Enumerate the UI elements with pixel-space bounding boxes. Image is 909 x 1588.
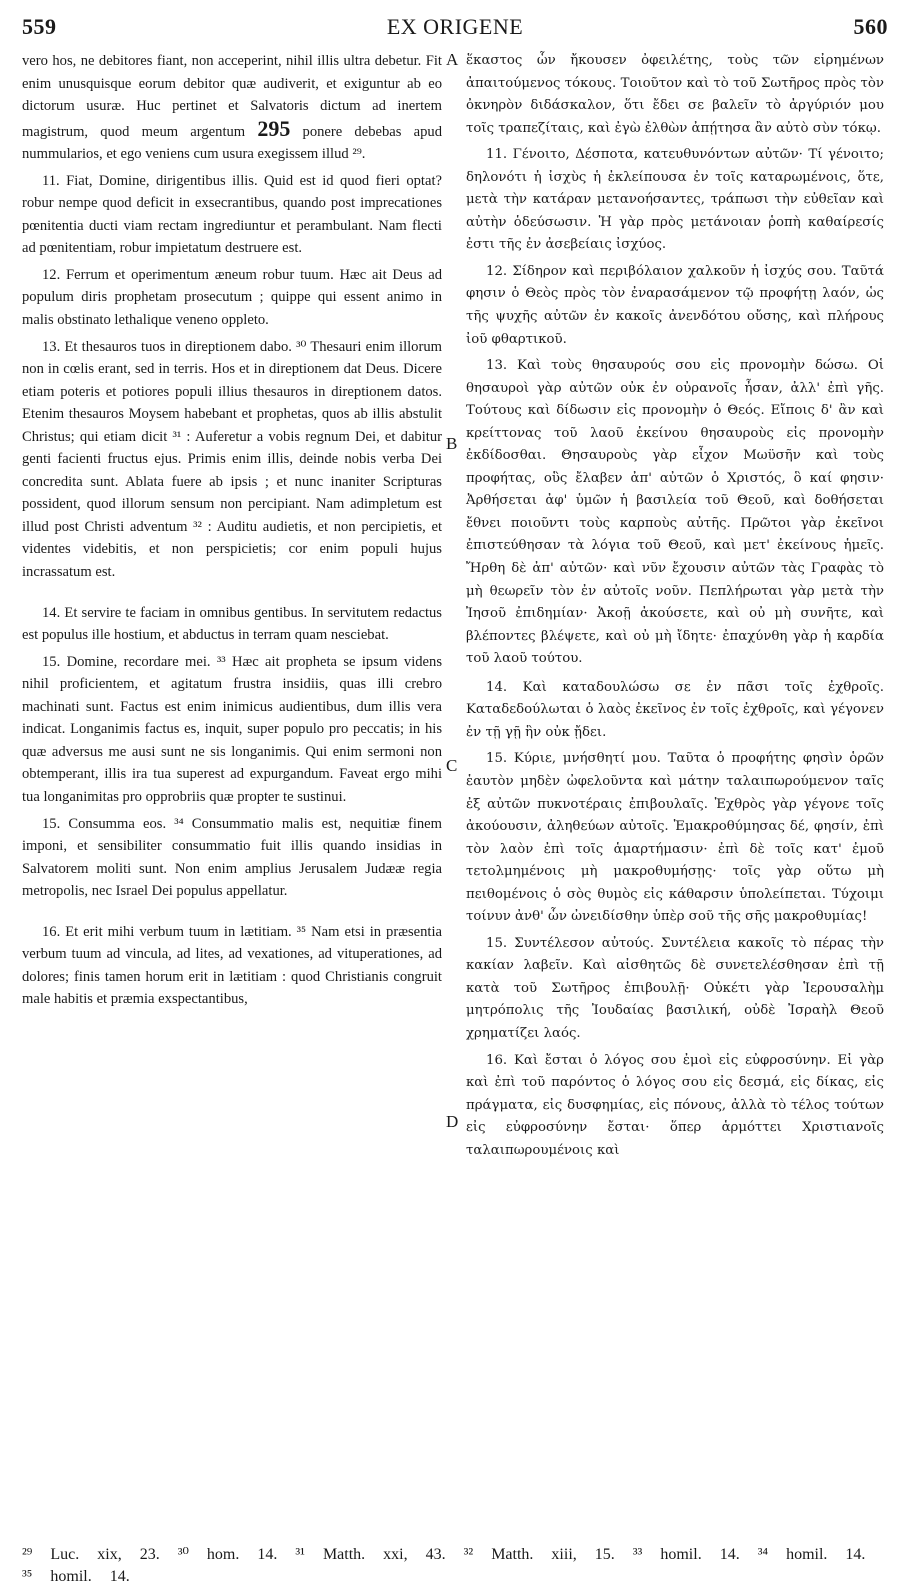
greek-paragraph-continued: ἕκαστος ὧν ἤκουσεν ὀφειλέτης, τοὺς τῶν εἰρημένων ἀπαιτούμενος τόκους. Τοιοῦτον καὶ τὸ τοῦ Σωτῆρος πρὸς τὸν ὀκνηρὸν διδάσκαλον, ὅτι ἔδει σε βαλεῖν τὸ ἀργύριόν μου τοῖς τραπεζίταις, καὶ ἐγὼ ἐλθὼν ἀπῄτησα ἂν αὐτὸ σὺν τόκῳ.	[466, 53, 884, 136]
greek-paragraph-12: 12. Σίδηρον καὶ περιβόλαιον χαλκοῦν ἡ ἰσχύς σου. Ταῦτά φησιν ὁ Θεὸς πρὸς τὸν ἐναρασάμενον τῷ προφήτῃ λαόν, ὡς τῆς ψυχῆς αὐτῶν ἐν κακοῖς ἀνενδότου οὔσης, καὶ πλήρους ἰοῦ φθαρτικοῦ.	[466, 263, 884, 347]
latin-paragraph-13: 13. Et thesauros tuos in direptionem dabo. ³⁰ Thesauri enim illorum non in cœlis erant, sed in terris. Hos et in direptionem dat Deus. Dicere etiam poteris et potiores populi illius thesauros in direptionem datos. Etenim thesauros Moysem habebant et prophetas, quos ab illis abstulit Christus; qui etiam dicit ³¹ : Auferetur a vobis regnum Dei, et dabitur genti facienti fructus ejus. Primis enim illis, deinde nobis verba Dei concredita sunt. Ablata fuere ab ipsis ; et nunc inaniter Scripturas possident, quod illorum sensum non percipiant. Nam adimpletum est illud post Christi adventum ³² : Auditu audietis, et non percipietis, et videntes videbitis, et non perspicietis; cor enim populi hujus incrassatum est.	[22, 338, 442, 581]
footnotes: ²⁹ Luc. xix, 23. ³⁰ hom. 14. ³¹ Matth. xxi, 43. ³² Matth. xiii, 15. ³³ homil. 14. ³⁴ homil. 14. ³⁵ homil. 14.	[22, 1546, 866, 1585]
greek-paragraph-15a: 15. Κύριε, μνήσθητί μου. Ταῦτα ὁ προφήτης φησὶν ὁρῶν ἑαυτὸν μηδὲν ὠφελοῦντα καὶ μάτην ταλαιπωρούμενον ταῖς ἐξ αὐτῶν πυκνοτέραις ἐπιβουλαῖς. Ἐχθρὸς γὰρ γέγονε τοῖς ἀκούουσιν, ἀληθεύων αὐτοῖς. Ἐμακροθύμησας δέ, φησίν, ἐπὶ τὸν λαὸν ἐπὶ τοῖς ἁμαρτήμασιν· ἐπὶ δὲ τοῖς κατ' ἐμοῦ τετολμημένοις μὴ μακροθυμήσῃς· τοῖς γὰρ οὕτω μὴ πειθομένοις ὁ σὸς θυμὸς εἰς κάθαρσιν ὑπολείπεται. Τύχοιμι τοίνυν ἀνθ' ὧν ὠνειδίσθην ὑπὲρ σοῦ τῆς σῆς μακροθυμίας!	[466, 751, 884, 925]
latin-paragraph-14: 14. Et servire te faciam in omnibus gentibus. In servitutem redactus est populus ille hostium, et abductus in terram quam nesciebat.	[22, 604, 442, 644]
greek-paragraph-11: 11. Γένοιτο, Δέσποτα, κατευθυνόντων αὐτῶν· Τί γένοιτο; δηλονότι ἡ ἰσχὺς ἡ ἐκλείπουσα ἐν τοῖς καταρωμένοις, ὅτε, μετὰ τὴν κατάραν μετανοήσαντες, τράπωσι τὴν εὐθεῖαν καὶ αὐτὴν ὁδεύσωσιν. Ἡ γὰρ πρὸς μετάνοιαν ῥοπὴ καθαίρεσίς ἐστι τῆς ἐν ἀσεβείαις ἰσχύος.	[466, 147, 884, 253]
greek-paragraph-13: 13. Καὶ τοὺς θησαυρούς σου εἰς προνομὴν δώσω. Οἱ θησαυροὶ γὰρ αὐτῶν οὐκ ἐν οὐρανοῖς ἦσαν, ἀλλ' ἐπὶ γῆς. Τούτους καὶ δίδωσιν εἰς προνομὴν ὁ Θεός. Εἴποις δ' ἂν καὶ κρείττονας τοῦ λαοῦ ἐκείνου θησαυροὺς εἰς προνομὴν ἐκδίδοσθαι. Θησαυροὺς γὰρ εἶχον Μωϋσῆν καὶ τοὺς προφήτας, οὓς ἔλαβεν ἀπ' αὐτῶν ὁ Χριστός, ὃ καί φησιν· Ἀρθήσεται ἀφ' ὑμῶν ἡ βασιλεία τοῦ Θεοῦ, καὶ δοθήσεται ἔθνει ποιοῦντι τοὺς καρποὺς αὐτῆς. Πρῶτοι γὰρ ἐκεῖνοι ἐπιστεύθησαν τὰ λόγια τοῦ Θεοῦ, καὶ μετ' ἐκείνους ἡμεῖς. Ἤρθη δὲ ἀπ' αὐτῶν· καὶ νῦν ἔχουσιν αὐτῶν τὰς Γραφὰς τὸ μὴ θεωρεῖν τὸν ἐν αὐτοῖς νοῦν. Πεπλήρωται γὰρ μετὰ τὴν Ἰησοῦ ἐπιδημίαν· Ἀκοῇ ἀκούσετε, καὶ οὐ μὴ συνῆτε, καὶ βλέποντες βλέψετε, καὶ οὐ μὴ ἴδητε· ἐπαχύνθη γὰρ ἡ καρδία τοῦ λαοῦ τούτου.	[466, 358, 884, 667]
greek-column	[466, 50, 884, 1166]
greek-paragraph-16: 16. Καὶ ἔσται ὁ λόγος σου ἐμοὶ εἰς εὐφροσύνην. Εἰ γὰρ καὶ ἐπὶ τοῦ παρόντος ὁ λόγος σου εἰς δεσμά, εἰς δίκας, εἰς πράγματα, εἰς δυσφημίας, εἰς πόνους, ἀλλὰ τὸ τέλος τούτων εἰς εὐφροσύνην ἔσται· ὅπερ ἁρμόττει Χριστιανοῖς ταλαιπωρουμένοις καὶ	[466, 1052, 884, 1158]
section-marker-a: A	[446, 50, 459, 69]
latin-text-tail: ponere debebas apud nummularios, et ego veniens cum usura exegissem illud ²⁹.	[22, 123, 442, 163]
page-number-left: 559	[22, 14, 57, 39]
latin-paragraph-16: 16. Et erit mihi verbum tuum in lætitiam. ³⁵ Nam etsi in præsentia verbum tuum ad vincula, ad lites, ad vexationes, ad vituperationes, ad dolores; finis tamen horum erit in lætitiam : quod Christianis congruit male habitis et præmia exspectantibus,	[22, 923, 442, 1008]
greek-paragraph-14: 14. Καὶ καταδουλώσω σε ἐν πᾶσι τοῖς ἐχθροῖς. Καταδεδούλωται ὁ λαὸς ἐκεῖνος ἐν τοῖς ἐχθροῖς, καὶ γέγονεν ἐν τῇ γῇ ἣν οὐκ ᾔδει.	[466, 679, 884, 740]
latin-paragraph-continued	[22, 50, 442, 166]
latin-paragraph-15b: 15. Consumma eos. ³⁴ Consummatio malis est, nequitiæ finem imponi, et sensibiliter consummatio fuit illis quando insidias in Salvatorem moliti sunt. Non enim amplius Jerusalem Judææ regia metropolis, nec Israel Dei populus appellatur.	[22, 815, 442, 900]
latin-text: vero hos, ne debitores fiant, non acceperint, nihil illis ultra debetur. Fit enim unusquisque eorum debitor quæ audiverit, et exiguntur ab eo dictorum usuræ. Huc pertinet et Salvatoris dictum ad inertem magistrum, quod meum argentum	[22, 53, 442, 140]
greek-paragraph-15b: 15. Συντέλεσον αὐτούς. Συντέλεια κακοῖς τὸ πέρας τὴν κακίαν λαβεῖν. Καὶ αἰσθητῶς δὲ συνετελέσθησαν ἐπὶ τῇ κατὰ τοῦ Σωτῆρος ἐπιβουλῇ· Οὐκέτι γὰρ Ἱερουσαλὴμ μητρόπολις τῆς Ἰουδαίας βασιλική, οὐδὲ Ἰσραὴλ Θεοῦ χρηματίζει λαός.	[466, 935, 884, 1041]
latin-column	[22, 50, 442, 1015]
column-number: 295	[257, 115, 291, 141]
running-title: EX ORIGENE	[386, 14, 524, 39]
latin-paragraph-11: 11. Fiat, Domine, dirigentibus illis. Quid est id quod fieri optat? robur nempe quod deficit in exsecrantibus, quando post imprecationes pœnitentia ducti viam rectam ingrediuntur et perambulant. Nam flecti ad pœnitentiam, robur impietatum destruere est.	[22, 172, 442, 257]
latin-paragraph-15a: 15. Domine, recordare mei. ³³ Hæc ait propheta se ipsum videns nihil proficientem, et agitatum frustra insidiis, quas illi crebro machinati sunt. Factus est enim inimicus audientibus, dum illis vera indicat. Longanimis factus es, inquit, super populo pro peccatis; in his quæ adversus me ausi sunt ne sis longanimis. Qui enim sermoni non obtemperant, illis ira tua superest ad expurgandum. Faveat ergo mihi tua longanimitas pro opprobriis quæ propter te sustinui.	[22, 653, 442, 805]
section-marker-b: B	[446, 434, 458, 453]
latin-paragraph-12: 12. Ferrum et operimentum æneum robur tuum. Hæc ait Deus ad populum diris prophetam prosecutum ; quippe qui essent animo in malis obstinato lethalique veneno oppleto.	[22, 266, 442, 329]
section-marker-c: C	[446, 756, 458, 775]
running-header	[22, 14, 888, 44]
section-marker-d: D	[446, 1112, 459, 1131]
page-number-right: 560	[853, 14, 888, 39]
